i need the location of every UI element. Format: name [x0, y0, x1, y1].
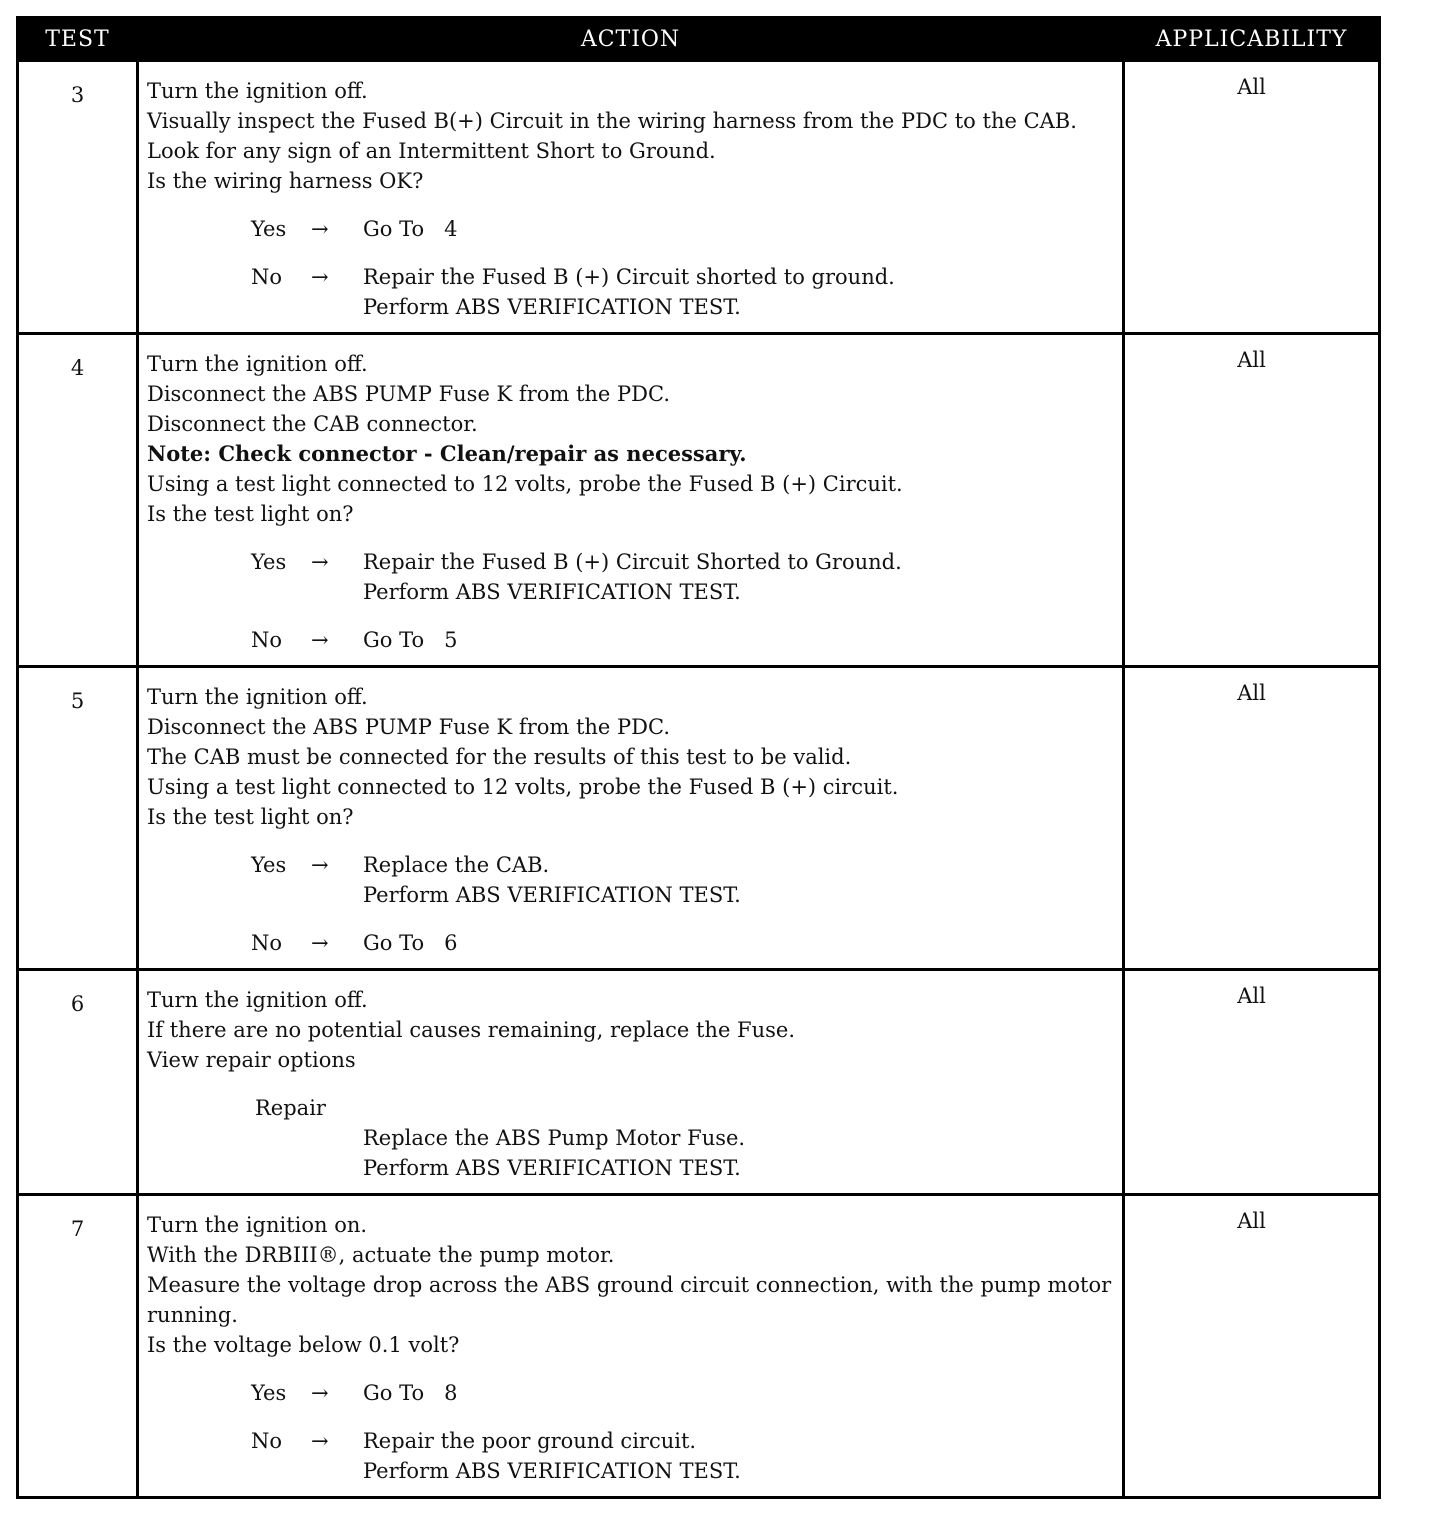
applicability-cell: All [1124, 61, 1380, 334]
arrow-icon: → [311, 628, 329, 652]
answer-label: No [251, 1429, 283, 1453]
repair-text: Perform ABS VERIFICATION TEST. [363, 1156, 741, 1180]
applicability-cell: All [1124, 667, 1380, 970]
answer-label: No [251, 265, 283, 289]
test-number: 3 [18, 61, 138, 334]
answer-text: Go To 8 [363, 1381, 458, 1405]
action-step: Is the test light on? [147, 805, 354, 829]
answer-text: Go To 4 [363, 217, 458, 241]
table-header-row [18, 18, 1380, 61]
answer-label: Yes [251, 217, 287, 241]
action-step: Using a test light connected to 12 volts, probe the Fused B (+) Circuit. [147, 472, 903, 496]
answer-text: Perform ABS VERIFICATION TEST. [363, 883, 741, 907]
answer-no [251, 928, 1116, 958]
answer-text: Repair the poor ground circuit. [363, 1429, 697, 1453]
action-step: Turn the ignition off. [147, 79, 368, 103]
repair-text: Replace the ABS Pump Motor Fuse. [363, 1126, 746, 1150]
answer-label: No [251, 628, 283, 652]
action-step: Disconnect the ABS PUMP Fuse K from the PDC. [147, 382, 670, 406]
table-row [18, 970, 1380, 1195]
action-step: Is the wiring harness OK? [147, 169, 424, 193]
answer-yes [251, 1378, 1116, 1408]
answer-text: Perform ABS VERIFICATION TEST. [363, 580, 741, 604]
action-step: Using a test light connected to 12 volts, probe the Fused B (+) circuit. [147, 775, 899, 799]
arrow-icon: → [311, 217, 329, 241]
action-cell [138, 970, 1124, 1195]
action-step: Disconnect the ABS PUMP Fuse K from the PDC. [147, 715, 670, 739]
header-applicability: APPLICABILITY [1124, 18, 1380, 61]
table-row [18, 334, 1380, 667]
answer-no [251, 625, 1116, 655]
answer-text: Repair the Fused B (+) Circuit shorted to ground. [363, 265, 895, 289]
action-cell [138, 1195, 1124, 1498]
applicability-cell: All [1124, 334, 1380, 667]
applicability-cell: All [1124, 1195, 1380, 1498]
action-step: The CAB must be connected for the results of this test to be valid. [147, 745, 852, 769]
action-step: Turn the ignition off. [147, 988, 368, 1012]
answer-text: Go To 6 [363, 931, 458, 955]
action-step: With the DRBIII®, actuate the pump motor. [147, 1243, 615, 1267]
answer-label: Yes [251, 1381, 287, 1405]
answer-label: Yes [251, 853, 287, 877]
action-step: Turn the ignition off. [147, 685, 368, 709]
action-step: Visually inspect the Fused B(+) Circuit in the wiring harness from the PDC to the CAB. Look for any sign of an Intermittent Short to Ground. [147, 109, 1077, 163]
arrow-icon: → [311, 1381, 329, 1405]
action-step: Disconnect the CAB connector. [147, 412, 478, 436]
answer-label: Yes [251, 550, 287, 574]
action-step: If there are no potential causes remaining, replace the Fuse. [147, 1018, 796, 1042]
table-row [18, 61, 1380, 334]
test-number: 6 [18, 970, 138, 1195]
test-number: 5 [18, 667, 138, 970]
action-step: Measure the voltage drop across the ABS ground circuit connection, with the pump motor running. [147, 1273, 1112, 1327]
repair-label: Repair [255, 1096, 326, 1120]
answer-yes [251, 214, 1116, 244]
answer-text: Replace the CAB. [363, 853, 550, 877]
answer-text: Go To 5 [363, 628, 458, 652]
action-cell [138, 667, 1124, 970]
answer-label: No [251, 931, 283, 955]
table-row [18, 667, 1380, 970]
action-step: Is the voltage below 0.1 volt? [147, 1333, 460, 1357]
answer-no [251, 1426, 1116, 1486]
test-number: 7 [18, 1195, 138, 1498]
arrow-icon: → [311, 265, 329, 289]
action-cell [138, 61, 1124, 334]
answer-text: Perform ABS VERIFICATION TEST. [363, 1459, 741, 1483]
answer-text: Perform ABS VERIFICATION TEST. [363, 295, 741, 319]
action-step: Turn the ignition on. [147, 1213, 368, 1237]
header-test: TEST [18, 18, 138, 61]
test-number: 4 [18, 334, 138, 667]
diagnostic-test-table [16, 16, 1381, 1499]
header-action: ACTION [138, 18, 1124, 61]
answer-yes [251, 547, 1116, 607]
action-step: View repair options [147, 1048, 356, 1072]
arrow-icon: → [311, 853, 329, 877]
answer-no [251, 262, 1116, 322]
arrow-icon: → [311, 550, 329, 574]
arrow-icon: → [311, 1429, 329, 1453]
action-step: Turn the ignition off. [147, 352, 368, 376]
note-text: Note: Check connector - Clean/repair as necessary. [147, 441, 747, 466]
action-step: Is the test light on? [147, 502, 354, 526]
answer-yes [251, 850, 1116, 910]
action-cell [138, 334, 1124, 667]
answer-text: Repair the Fused B (+) Circuit Shorted to Ground. [363, 550, 902, 574]
table-row [18, 1195, 1380, 1498]
arrow-icon: → [311, 931, 329, 955]
applicability-cell: All [1124, 970, 1380, 1195]
